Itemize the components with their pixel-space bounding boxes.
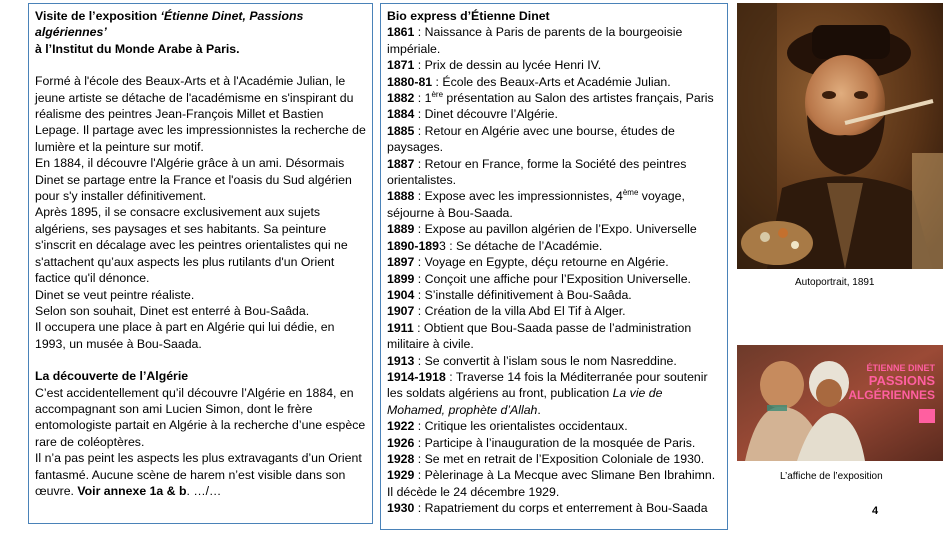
paragraph-museum: Il occupera une place à part en Algérie qui lui dédie, en 1993, un musée à Bou-Saada. [35, 320, 335, 351]
orient-text: Il n’a pas peint les aspects les plus extravagants d’un Orient fantasmé. Aucune scène de harem n’est visible dans son œuvre. [35, 451, 362, 498]
bio-entry-year: 1926 [387, 435, 415, 450]
bio-entry-year: 1888 [387, 189, 415, 204]
paragraph-orient [35, 450, 366, 499]
bio-entry-text: : Se convertit à l’islam sous le nom Nasreddine. [414, 353, 677, 368]
bio-entry [387, 238, 721, 254]
title-exhibition-name: ‘Étienne Dinet, Passions algériennes’ [35, 9, 304, 40]
bio-entry-text: : Traverse 14 fois la Méditerranée pour soutenir les soldats algériens au front, publication La vie de Mohamed, prophète d’Allah. [387, 369, 708, 417]
bio-entry-text: : Pèlerinage à La Mecque avec Slimane Ben Ibrahimn. Il décède le 24 décembre 1929. [387, 468, 716, 499]
bio-entry-year: 1929 [387, 468, 415, 483]
bio-entry [387, 369, 721, 418]
bio-entry-year: 1913 [387, 353, 415, 368]
bio-entry-year: 1922 [387, 419, 415, 434]
bio-entry [387, 435, 721, 451]
bio-entry-year: 1897 [387, 255, 415, 270]
section-title-discovery: La découverte de l’Algérie [35, 369, 189, 384]
bio-entry-year: 1890-189 [387, 238, 439, 253]
bio-entry [387, 254, 721, 270]
bio-entry-year: 1889 [387, 222, 415, 237]
bio-entry-year: 1930 [387, 501, 415, 516]
bio-entry [387, 271, 721, 287]
bio-entry [387, 156, 721, 189]
bio-entry-text: : Conçoit une affiche pour l’Exposition Universelle. [414, 271, 691, 286]
poster-title-line3: ALGÉRIENNES [848, 388, 935, 402]
paragraph-discovery: En 1884, il découvre l'Algérie grâce à un ami. Désormais Dinet se partage entre la France et l'oasis du Sud algérien pour s'y installer définitivement. [35, 156, 352, 204]
title-part-1: Visite de l’exposition [35, 9, 161, 23]
bio-entry [387, 74, 721, 90]
paragraph-accidental: C’est accidentellement qu’il découvre l’Algérie en 1884, en accompagnant son ami Lucien Simon, dont le frère entomologiste partait en Algérie à la recherche d’une espèce rare de coléoptères. [35, 385, 366, 449]
bio-entry-year: 1907 [387, 304, 415, 319]
bio-entry-text: : Critique les orientalistes occidentaux. [414, 419, 628, 434]
bio-entry-text: : École des Beaux-Arts et Académie Julian. [432, 74, 671, 89]
bio-entry-year: 1928 [387, 451, 415, 466]
bio-entry-year: 1871 [387, 58, 415, 73]
paragraph-training: Formé à l'école des Beaux-Arts et à l'Académie Julian, le jeune artiste se détache de l'académisme en s'inspirant du réalisme des peintres Jean-François Millet et Bastien Lepage. Il partage avec les impressionnistes la recherche de lumière et la peinture sur motif. [35, 74, 366, 154]
bio-entry-year: 1887 [387, 156, 415, 171]
bio-entry [387, 106, 721, 122]
poster-caption: L’affiche de l’exposition [780, 471, 883, 482]
exhibition-location: à l’Institut du Monde Arabe à Paris. [35, 41, 240, 56]
bio-entry-text: : Retour en Algérie avec une bourse, études de paysages. [387, 123, 675, 155]
bio-entry-text: : 1ère présentation au Salon des artistes français, Paris [414, 89, 714, 106]
bio-entry-text: : Se met en retrait de l’Exposition Coloniale de 1930. [414, 451, 705, 466]
bio-entry-year: 1885 [387, 123, 415, 138]
exhibition-text-panel [28, 3, 373, 524]
bio-entry-text: : Création de la villa Abd El Tif à Alger. [414, 304, 626, 319]
bio-entry [387, 418, 721, 434]
bio-entry-text: : Prix de dessin au lycée Henri IV. [414, 58, 602, 73]
bio-entry [387, 221, 721, 237]
bio-entry-text: : Retour en France, forme la Société des peintres orientalistes. [387, 156, 687, 188]
bio-entry-year: 1882 [387, 91, 415, 106]
bio-title: Bio express d’Étienne Dinet [387, 9, 550, 23]
bio-entry-text: : Expose au pavillon algérien de l’Expo. Universelle [414, 222, 697, 237]
bio-entry-year: 1914-1918 [387, 369, 446, 384]
bio-entry [387, 320, 721, 353]
bio-panel [380, 3, 728, 530]
bio-entry [387, 24, 721, 57]
bio-entry-year: 1911 [387, 320, 414, 335]
continuation-mark: . …/… [186, 483, 222, 498]
paragraph-burial: Selon son souhait, Dinet est enterré à Bou-Saâda. [35, 303, 310, 318]
bio-entry [387, 451, 721, 467]
bio-entry-year: 1861 [387, 25, 415, 40]
bio-entry-text: : Naissance à Paris de parents de la bourgeoisie impériale. [387, 25, 683, 56]
bio-entry [387, 90, 721, 106]
paragraph-realist: Dinet se veut peintre réaliste. [35, 287, 195, 302]
bio-entry-text: 3 : Se détache de l’Académie. [438, 238, 603, 253]
annex-reference: Voir annexe 1a & b [77, 483, 187, 498]
bio-timeline [387, 24, 721, 516]
bio-entry-text: : Expose avec les impressionnistes, 4ème voyage, séjourne à Bou-Saada. [387, 188, 685, 220]
bio-entry-year: 1880-81 [387, 74, 433, 89]
paragraph-subjects: Après 1895, il se consacre exclusivement aux sujets algériens, ses paysages et ses habitants. Sa peinture s'inscrit en décalage avec les peintres orientalistes qui ne s'attachent qu’aux aspects les plus rutilants d'un Orient factice qu'il dénonce. [35, 205, 348, 286]
bio-entry-year: 1904 [387, 287, 415, 302]
bio-entry [387, 500, 721, 516]
bio-entry-text: : Voyage en Egypte, déçu retourne en Algérie. [414, 255, 669, 270]
bio-entry-text: : Participe à l’inauguration de la mosquée de Paris. [414, 435, 696, 450]
self-portrait-image [737, 3, 943, 269]
bio-entry-text: : S’installe définitivement à Bou-Saâda. [414, 287, 632, 302]
portrait-caption: Autoportrait, 1891 [795, 277, 875, 288]
bio-entry [387, 353, 721, 369]
bio-entry-text: : Rapatriement du corps et enterrement à Bou-Saada [414, 501, 708, 516]
bio-entry-text: : Obtient que Bou-Saada passe de l’administration militaire à civile. [387, 320, 692, 352]
bio-entry [387, 188, 721, 221]
poster-title-line1: ÉTIENNE DINET [866, 363, 935, 373]
bio-entry [387, 303, 721, 319]
bio-entry [387, 467, 721, 500]
poster-title-line2: PASSIONS [868, 373, 935, 388]
bio-entry [387, 123, 721, 156]
poster-logo-mark [919, 409, 935, 423]
bio-entry-year: 1884 [387, 107, 415, 122]
exhibition-title [35, 8, 366, 41]
page-number: 4 [872, 505, 879, 517]
bio-entry-text: : Dinet découvre l’Algérie. [414, 107, 558, 122]
bio-entry [387, 287, 721, 303]
bio-entry-year: 1899 [387, 271, 415, 286]
bio-entry [387, 57, 721, 73]
exhibition-poster-image [737, 345, 943, 461]
